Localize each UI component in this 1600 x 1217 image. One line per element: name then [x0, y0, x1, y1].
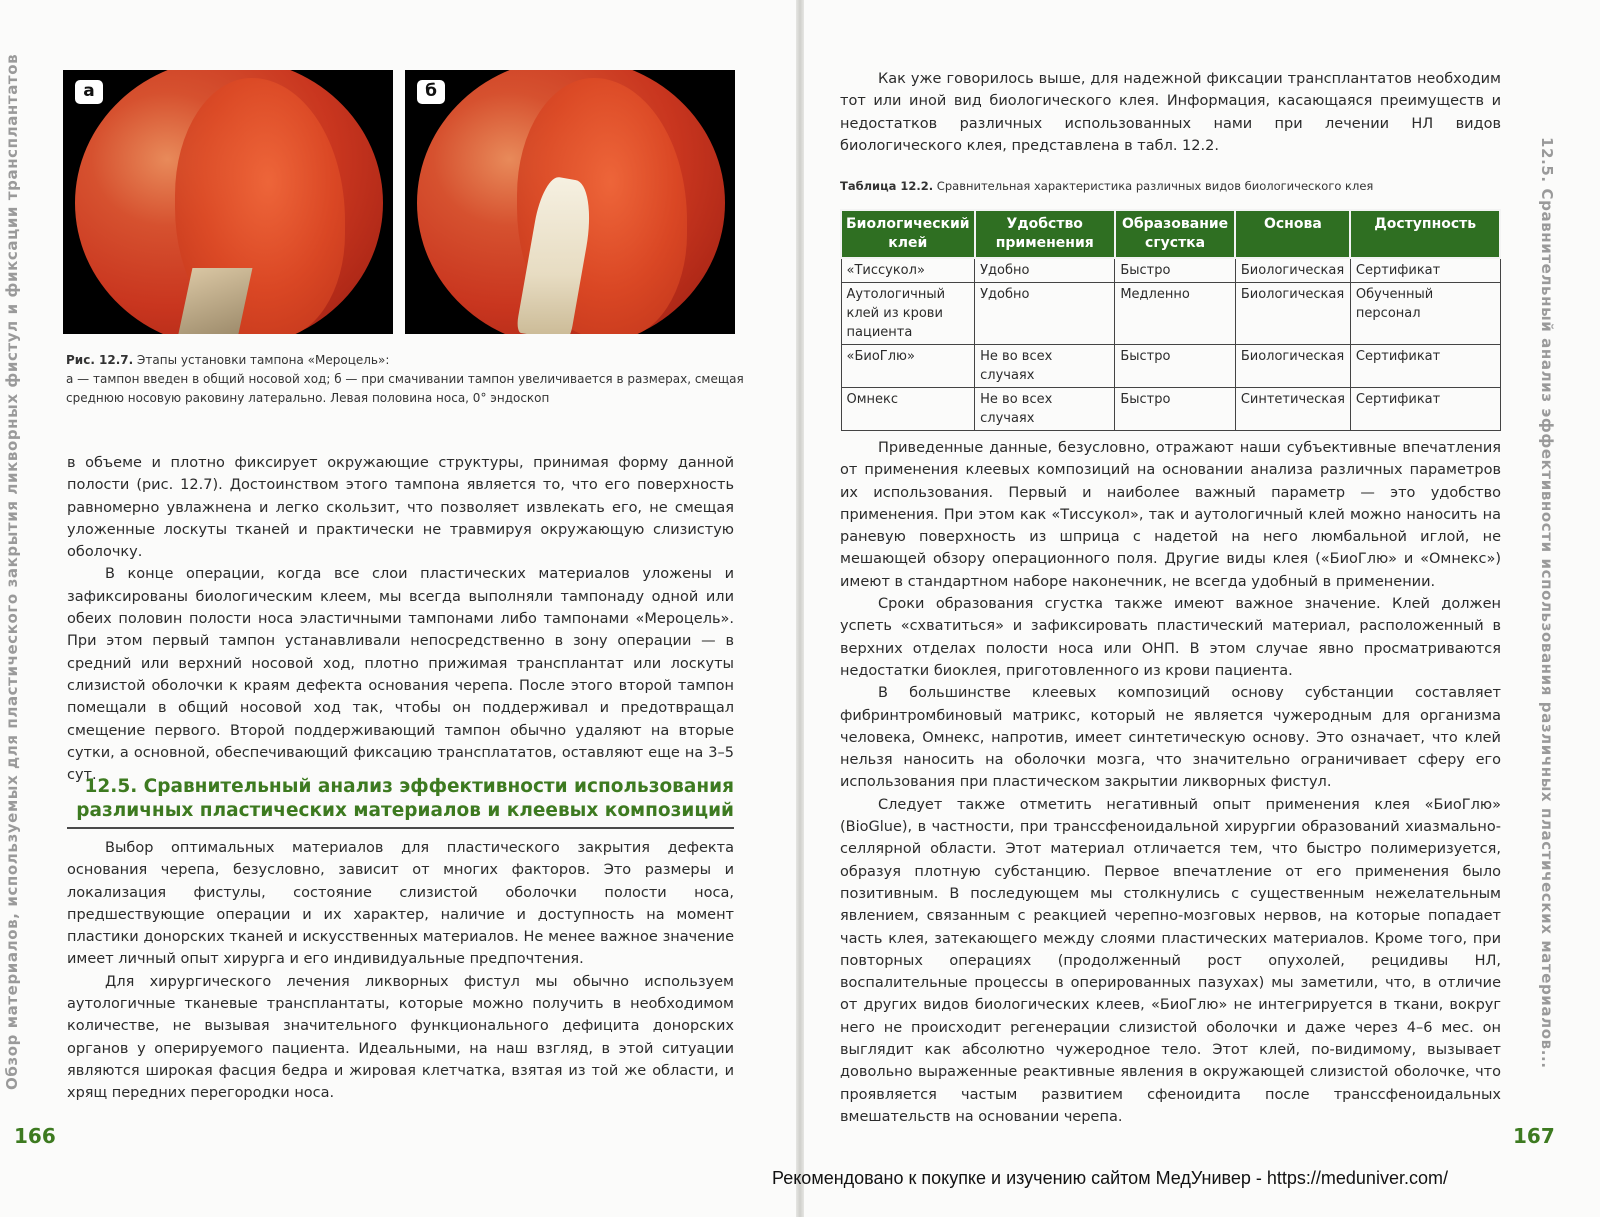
paragraph: Выбор оптимальных материалов для пластического закрытия дефекта основания черепа, безусловно, зависит от многих факторов. Это размеры и локализация фистулы, состояние слизистой оболочки полости носа, предшествующие операции и их характер, наличие и доступность на момент пластики донорских тканей и искусственных материалов. Не менее важное значение имеет личный опыт хирурга и его индивидуальные предпочтения.	[67, 840, 734, 968]
table-cell: «БиоГлю»	[841, 345, 975, 388]
section-heading-line2: различных пластических материалов и клеевых композиций	[76, 800, 734, 821]
right-intro-text	[840, 68, 1501, 157]
book-gutter	[796, 0, 804, 1217]
table-cell: Не во всех случаях	[975, 388, 1115, 431]
table-cell: Биологическая	[1235, 258, 1350, 283]
table-cell: Сертификат	[1350, 345, 1500, 388]
table-caption-title: Таблица 12.2.	[840, 179, 934, 193]
figure-caption-line1: Этапы установки тампона «Мероцель»:	[133, 353, 390, 367]
endoscopic-photo-b	[405, 70, 735, 334]
table-cell: Аутологичный клей из крови пациента	[841, 283, 975, 345]
right-running-header: 12.5. Сравнительный анализ эффективности использования различных пластических материалов...	[1538, 137, 1556, 1069]
table-cell: Быстро	[1115, 345, 1235, 388]
bioglue-comparison-table	[840, 209, 1501, 431]
table-cell: Удобно	[975, 258, 1115, 283]
table-cell: Быстро	[1115, 258, 1235, 283]
table-cell: Синтетическая	[1235, 388, 1350, 431]
paragraph: в объеме и плотно фиксирует окружающие структуры, принимая форму данной полости (рис. 12.7). Достоинством этого тампона является то, что его поверхность равномерно увлажнена и легко скользит, что позволяет извлекать его, не смещая уложенные лоскуты тканей и практически не травмируя окружающую слизистую оболочку.	[67, 455, 734, 561]
table-row	[841, 345, 1500, 388]
paragraph: Сроки образования сгустка также имеют важное значение. Клей должен успеть «схватиться» и зафиксировать пластический материал, расположенный в верхних отделах полости носа или ОНП. В этом случае явно просматриваются недостатки биоклея, приготовленного из крови пациента.	[840, 596, 1501, 679]
paragraph: Как уже говорилось выше, для надежной фиксации трансплантатов необходим тот или иной вид биологического клея. Информация, касающаяся преимуществ и недостатков различных использованных нами при лечении НЛ видов биологического клея, представлена в табл. 12.2.	[840, 71, 1501, 154]
page-number-left: 166	[14, 1124, 56, 1148]
table-cell: Медленно	[1115, 283, 1235, 345]
paragraph: В конце операции, когда все слои пластических материалов уложены и зафиксированы биологическим клеем, мы всегда выполняли тампонаду одной или обеих половин полости носа эластичными тампонами либо тампонами «Мероцель». При этом первый тампон устанавливали непосредственно в зону операции — в средний или верхний носовой ход, плотно прижимая трансплантат или лоскуты слизистой оболочки к краям дефекта основания черепа. После этого второй тампон помещали в общий носовой ход так, чтобы он поддерживал и предотвращал смещение первого. Второй поддерживающий тампон обычно удаляют на вторые сутки, а основной, обеспечивающий фиксацию трансплататов, оставляют еще на 3–5 сут.	[67, 566, 734, 784]
table-cell: Биологическая	[1235, 345, 1350, 388]
table-row	[841, 258, 1500, 283]
page-number-right: 167	[1513, 1124, 1555, 1148]
paragraph: В большинстве клеевых композиций основу субстанции составляет фибринтромбиновый матрикс, который не является чужеродным для организма человека, Омнекс, напротив, имеет синтетическую основу. Это означает, что клей нельзя наносить на оболочки мозга, что значительно ограничивает сферу его использования при пластическом закрытии ликворных фистул.	[840, 685, 1501, 791]
figure-caption-line2: а — тампон введен в общий носовой ход; б — при смачивании тампон увеличивается в размерах, смещая среднюю носовую раковину латерально. Левая половина носа, 0° эндоскоп	[66, 372, 744, 405]
photo-label-b: б	[417, 80, 445, 104]
paragraph: Для хирургического лечения ликворных фистул мы обычно используем аутологичные тканевые трансплантаты, которые можно получить в необходимом количестве, не вызывая значительного функционального дефицита донорских органов у оперируемого пациента. Идеальными, на наш взгляд, в этой ситуации являются широкая фасция бедра и жировая клетчатка, взятая из той же области, и хрящ передних перегородки носа.	[67, 973, 734, 1102]
table-caption-text: Сравнительная характеристика различных видов биологического клея	[933, 179, 1374, 193]
table-header-row	[841, 210, 1500, 258]
heading-divider	[67, 827, 734, 829]
figure-caption-title: Рис. 12.7.	[66, 353, 134, 367]
table-cell: Обученный персонал	[1350, 283, 1500, 345]
endoscope-view	[417, 70, 725, 334]
left-page	[0, 0, 796, 1217]
table-cell: Биологическая	[1235, 283, 1350, 345]
paragraph: Следует также отметить негативный опыт применения клея «БиоГлю» (BioGlue), в частности, при транссфеноидальной хирургии образований хиазмально-селлярной области. Этот материал отличается тем, что быстро полимеризуется, образуя плотную субстанцию. Первое впечатление от его применения было позитивным. В последующем мы столкнулись с существенным нежелательным явлением, связанным с реакцией черепно-мозговых нервов, на которые попадает часть клея, затекающего между слоями пластических материалов. Кроме того, при повторных операциях (продолженный рост опухолей, рецидивы НЛ, воспалительные процессы в оперированных пазухах) мы заметили, что, в отличие от других видов биологических клеев, «БиоГлю» не интегрируется в ткани, вокруг него не происходит регенерации слизистой оболочки и даже через 4–6 мес. он выглядит как абсолютно чужеродное тело. Этот клей, по-видимому, вызывает довольно выраженные реактивные явления в окружающей слизистой оболочке, что проявляется частым развитием сфеноидита после транссфеноидальных вмешательств на основании черепа.	[840, 796, 1501, 1125]
table-header-cell: Доступность	[1350, 210, 1500, 258]
endoscopic-photo-a	[63, 70, 393, 334]
right-body-text	[840, 437, 1501, 1128]
footer-note: Рекомендовано к покупке и изучению сайтом МедУнивер - https://meduniver.com/	[772, 1168, 1448, 1188]
table-row	[841, 388, 1500, 431]
left-body-text-top	[67, 452, 734, 786]
table-header-cell: Образование сгустка	[1115, 210, 1235, 258]
section-heading	[67, 775, 734, 823]
endoscope-view	[75, 70, 383, 334]
table-cell: Сертификат	[1350, 258, 1500, 283]
photo-label-a: а	[75, 80, 103, 104]
table-cell: Удобно	[975, 283, 1115, 345]
table-header-cell: Удобство применения	[975, 210, 1115, 258]
table-cell: Быстро	[1115, 388, 1235, 431]
left-running-header: Обзор материалов, используемых для пластического закрытия ликворных фистул и фиксации трансплантатов	[3, 53, 21, 1090]
table-cell: Сертификат	[1350, 388, 1500, 431]
table-cell: Не во всех случаях	[975, 345, 1115, 388]
left-body-text-bottom	[67, 837, 734, 1105]
table-cell: «Тиссукол»	[841, 258, 975, 283]
table-cell: Омнекс	[841, 388, 975, 431]
section-heading-line1: 12.5. Сравнительный анализ эффективности использования	[84, 776, 734, 797]
table-header-cell: Биологический клей	[841, 210, 975, 258]
paragraph: Приведенные данные, безусловно, отражают наши субъективные впечатления от применения клеевых композиций на основании анализа различных параметров их использования. Первый и наиболее важный параметр — это удобство применения. При этом как «Тиссукол», так и аутологичный клей можно наносить на раневую поверхность из шприца с надетой на него люмбальной иглой, не мешающей обзору операционного поля. Другие виды клея («БиоГлю» и «Омнекс») имеют в стандартном наборе наконечник, не всегда удобный в применении.	[840, 440, 1501, 590]
table-row	[841, 283, 1500, 345]
table-header-cell: Основа	[1235, 210, 1350, 258]
table-caption	[840, 179, 1501, 193]
figure-caption	[66, 351, 746, 408]
